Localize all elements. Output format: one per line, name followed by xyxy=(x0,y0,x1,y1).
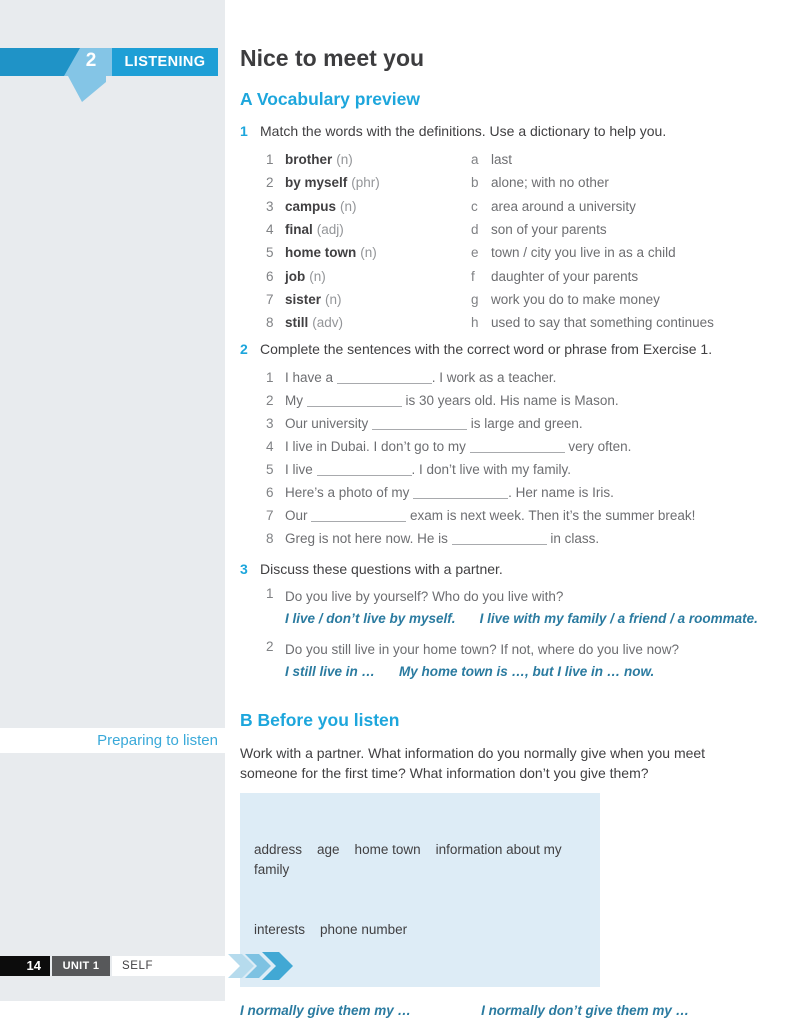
discussion-answer xyxy=(285,660,780,683)
exercise-instruction: Discuss these questions with a partner. xyxy=(260,560,503,577)
sentence-row xyxy=(266,504,780,527)
vocabulary-word xyxy=(285,269,471,284)
sentence-pre: Our university xyxy=(285,416,373,432)
word-text: brother xyxy=(285,152,333,168)
word-text: sister xyxy=(285,291,322,307)
unit-label: UNIT 1 xyxy=(52,956,110,976)
model-answer: I still live in … xyxy=(285,663,376,679)
sidebar-background xyxy=(0,0,225,1001)
preparing-to-listen-band xyxy=(0,728,225,753)
word-text: still xyxy=(285,315,309,331)
sentence xyxy=(285,416,780,431)
item-number: 4 xyxy=(266,438,274,454)
definition-letter: h xyxy=(471,315,479,331)
main-content xyxy=(240,44,780,1018)
item-number: 6 xyxy=(266,268,274,284)
definition-text: son of your parents xyxy=(491,222,607,238)
part-of-speech: (n) xyxy=(336,152,353,168)
definition-letter: c xyxy=(471,198,478,214)
discussion-answer xyxy=(285,607,780,630)
item-number: 4 xyxy=(266,222,274,238)
fill-in-exercise xyxy=(240,366,780,549)
page-footer xyxy=(0,956,800,984)
answer-blank xyxy=(311,511,406,521)
answer-blank xyxy=(452,534,547,544)
item-number: 5 xyxy=(266,245,274,261)
sentence xyxy=(285,370,780,385)
exercise-number: 3 xyxy=(240,560,248,577)
sentence-pre: My xyxy=(285,393,307,409)
item-number: 1 xyxy=(266,370,274,386)
definition-text: work you do to make money xyxy=(491,291,660,307)
definition-text: last xyxy=(491,152,513,168)
definition-letter: g xyxy=(471,291,479,307)
exercise-number: 2 xyxy=(240,341,248,358)
matching-exercise xyxy=(240,148,780,334)
sentence xyxy=(285,439,780,454)
sentence-row xyxy=(266,481,780,504)
sentence-post: exam is next week. Then it’s the summer break! xyxy=(406,507,696,523)
definition-letter: d xyxy=(471,222,479,238)
sentence-row xyxy=(266,527,780,550)
banner-section-number: 2 xyxy=(85,50,97,71)
sentence-pre: Here’s a photo of my xyxy=(285,484,414,500)
item-number: 6 xyxy=(266,484,274,500)
word-box-line: interests phone number xyxy=(254,921,408,937)
answer-blank xyxy=(470,443,565,453)
vocabulary-word xyxy=(285,199,471,214)
item-number: 7 xyxy=(266,507,274,523)
answer-blank xyxy=(317,465,412,475)
sentence xyxy=(285,485,780,500)
answer-blank xyxy=(372,420,467,430)
exercise-2-heading xyxy=(240,340,780,358)
item-number: 1 xyxy=(266,585,274,601)
word-text: by myself xyxy=(285,175,348,191)
part-of-speech: (phr) xyxy=(351,175,380,191)
item-number: 2 xyxy=(266,393,274,409)
definition-text: town / city you live in as a child xyxy=(491,245,676,261)
model-answer: My home town is …, but I live in … now. xyxy=(399,663,655,679)
sentence xyxy=(285,393,780,408)
chevron-arrows-icon xyxy=(228,952,306,980)
banner-flag-icon xyxy=(0,48,218,108)
match-row xyxy=(266,288,780,311)
item-number: 8 xyxy=(266,315,274,331)
match-row xyxy=(266,148,780,171)
model-answer: I live with my family / a friend / a roommate. xyxy=(479,610,758,626)
discussion-exercise xyxy=(240,586,780,683)
definition-letter: b xyxy=(471,175,479,191)
answer-blank xyxy=(337,374,432,384)
exercise-3-heading xyxy=(240,560,780,578)
page-number: 14 xyxy=(0,956,50,976)
item-number: 2 xyxy=(266,638,274,654)
part-of-speech: (n) xyxy=(309,268,326,284)
sentence-row xyxy=(266,389,780,412)
item-number: 7 xyxy=(266,291,274,307)
part-of-speech: (adj) xyxy=(316,222,344,238)
item-number: 3 xyxy=(266,416,274,432)
vocabulary-word xyxy=(285,245,471,260)
model-answer: I normally don’t give them my … xyxy=(481,1002,690,1018)
match-row xyxy=(266,195,780,218)
exercise-instruction: Match the words with the definitions. Use a dictionary to help you. xyxy=(260,123,667,139)
sentence-row xyxy=(266,412,780,435)
model-answer: I normally give them my … xyxy=(240,1002,412,1018)
definition-letter: a xyxy=(471,152,479,168)
sentence-post: . Her name is Iris. xyxy=(508,484,614,500)
discussion-content xyxy=(285,586,780,630)
word-text: home town xyxy=(285,245,357,261)
part-of-speech: (n) xyxy=(325,291,342,307)
section-b-instruction: Work with a partner. What information do you normally give when you meet someone for the first time? What information don’t you give them? xyxy=(240,744,706,781)
page-title: Nice to meet you xyxy=(240,45,425,71)
definition-text: area around a university xyxy=(491,198,636,214)
sentence-post: . I work as a teacher. xyxy=(431,370,557,386)
part-of-speech: (adv) xyxy=(312,315,344,331)
definition-letter: f xyxy=(471,268,475,284)
vocabulary-word xyxy=(285,292,471,307)
answer-blank xyxy=(307,397,402,407)
sentence-row xyxy=(266,366,780,389)
sentence xyxy=(285,462,780,477)
definition-text: daughter of your parents xyxy=(491,268,639,284)
vocabulary-word xyxy=(285,222,471,237)
sentence-pre: Our xyxy=(285,507,312,523)
sentence-pre: I have a xyxy=(285,370,337,386)
sentence xyxy=(285,531,780,546)
item-number: 1 xyxy=(266,152,274,168)
unit-title: SELF xyxy=(112,956,226,976)
unit-banner xyxy=(0,48,218,108)
vocabulary-word xyxy=(285,152,471,167)
word-box-line: address age home town information about my family xyxy=(254,841,566,877)
sentence-post: is large and green. xyxy=(467,416,583,432)
sentence-post: is 30 years old. His name is Mason. xyxy=(401,393,619,409)
sentence-row xyxy=(266,435,780,458)
exercise-1-heading xyxy=(240,122,780,140)
discussion-question: Do you still live in your home town? If not, where do you live now? xyxy=(285,641,679,657)
match-row xyxy=(266,311,780,334)
item-number: 8 xyxy=(266,530,274,546)
definition-text: alone; with no other xyxy=(491,175,609,191)
sentence-post: in class. xyxy=(546,530,600,546)
discussion-item xyxy=(266,639,780,683)
sentence xyxy=(285,508,780,523)
match-row xyxy=(266,264,780,287)
banner-section-label: LISTENING xyxy=(124,54,206,70)
sentence-post: . I don’t live with my family. xyxy=(411,461,572,477)
item-number: 5 xyxy=(266,461,274,477)
exercise-number: 1 xyxy=(240,123,248,139)
item-number: 2 xyxy=(266,175,274,191)
sentence-pre: Greg is not here now. He is xyxy=(285,530,452,546)
section-a-heading: A Vocabulary preview xyxy=(240,89,420,109)
side-label: Preparing to listen xyxy=(97,732,218,749)
discussion-content xyxy=(285,639,780,683)
sentence-post: very often. xyxy=(564,438,632,454)
section-b-heading: B Before you listen xyxy=(240,709,400,730)
vocabulary-word xyxy=(285,175,471,190)
word-text: campus xyxy=(285,198,337,214)
match-row xyxy=(266,218,780,241)
exercise-instruction: Complete the sentences with the correct word or phrase from Exercise 1. xyxy=(260,341,713,358)
discussion-item xyxy=(266,586,780,630)
model-answer: I live / don’t live by myself. xyxy=(285,610,456,626)
sentence-row xyxy=(266,458,780,481)
match-row xyxy=(266,241,780,264)
sentence-pre: I live in Dubai. I don’t go to my xyxy=(285,438,470,454)
answer-blank xyxy=(413,488,508,498)
word-text: final xyxy=(285,222,313,238)
item-number: 3 xyxy=(266,198,274,214)
definition-text: used to say that something continues xyxy=(491,315,714,331)
sentence-pre: I live xyxy=(285,461,317,477)
part-of-speech: (n) xyxy=(360,245,377,261)
match-row xyxy=(266,171,780,194)
discussion-question: Do you live by yourself? Who do you live with? xyxy=(285,588,564,604)
section-b-answers xyxy=(240,1003,780,1018)
definition-letter: e xyxy=(471,245,479,261)
vocabulary-word xyxy=(285,315,471,330)
word-text: job xyxy=(285,268,306,284)
part-of-speech: (n) xyxy=(340,198,357,214)
